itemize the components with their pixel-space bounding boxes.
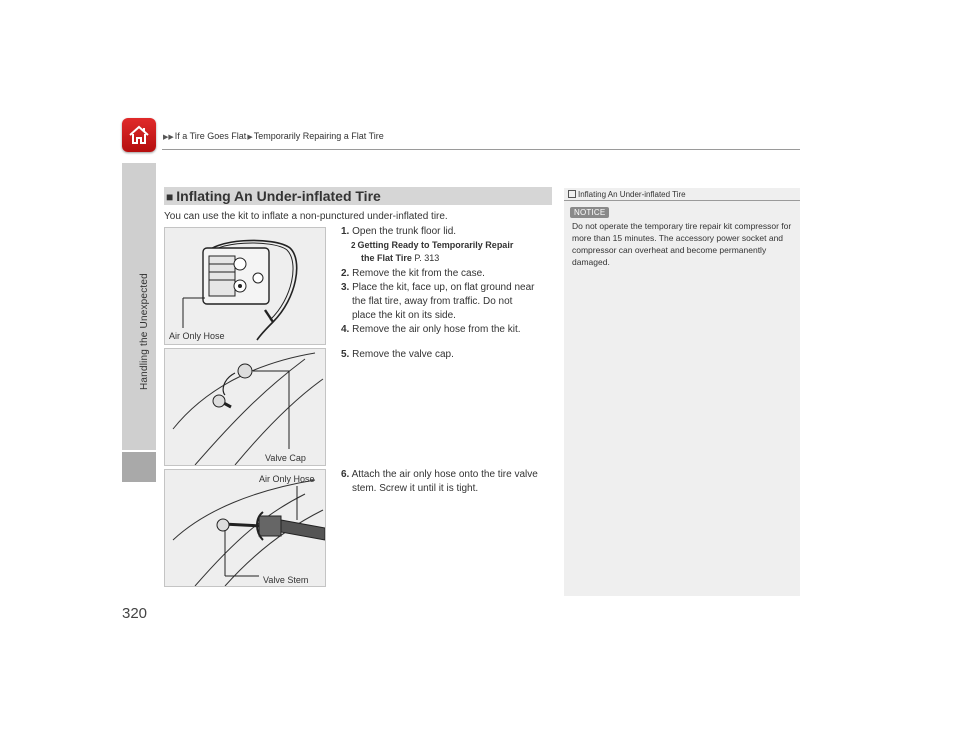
notice-badge: NOTICE xyxy=(570,207,609,218)
step-5: 5. Remove the valve cap. xyxy=(341,349,454,360)
breadcrumb-item-flat-tire[interactable]: If a Tire Goes Flat xyxy=(174,131,247,141)
section-heading: ■ Inflating An Under-inflated Tire xyxy=(164,187,552,205)
header-divider xyxy=(162,149,800,150)
chapter-tab-label: Handling the Unexpected xyxy=(139,273,150,390)
reference-arrow-icon: 2 xyxy=(351,241,356,250)
callout-air-only-hose: Air Only Hose xyxy=(169,331,225,341)
step-2: 2. Remove the kit from the case. xyxy=(341,268,485,279)
callout-air-only-hose: Air Only Hose xyxy=(259,474,315,484)
step-4: 4. Remove the air only hose from the kit. xyxy=(341,324,521,335)
breadcrumb-arrow-icon: ▶ xyxy=(247,134,253,141)
figure-valve-cap xyxy=(164,348,326,466)
home-button[interactable] xyxy=(122,118,156,152)
breadcrumb xyxy=(162,131,384,141)
square-bullet-icon: ■ xyxy=(166,190,174,204)
breadcrumb-item-repairing[interactable]: Temporarily Repairing a Flat Tire xyxy=(253,131,384,141)
home-icon xyxy=(127,123,151,147)
attach-hose-illustration xyxy=(165,470,325,586)
step-1: 1. Open the trunk floor lid. xyxy=(341,226,457,237)
page-number: 320 xyxy=(122,605,148,622)
note-divider xyxy=(564,200,800,201)
valve-cap-illustration xyxy=(165,349,325,465)
callout-valve-cap: Valve Cap xyxy=(265,453,306,463)
cross-reference-link[interactable]: 2 Getting Ready to Temporarily Repair the Flat Tire P. 313 xyxy=(351,240,514,263)
chapter-tab-marker xyxy=(122,452,156,482)
figure-attach-hose xyxy=(164,469,326,587)
intro-text: You can use the kit to inflate a non-punctured under-inflated tire. xyxy=(164,211,448,222)
note-title: Inflating An Under-inflated Tire xyxy=(568,190,686,199)
callout-valve-stem: Valve Stem xyxy=(263,575,309,585)
step-6: 6. Attach the air only hose onto the tire valve stem. Screw it until it is tight. xyxy=(341,469,538,494)
note-body: Do not operate the temporary tire repair kit compressor for more than 15 minutes. The accessory power socket and compressor can overheat and become permanently damaged. xyxy=(572,221,792,267)
figure-repair-kit xyxy=(164,227,326,345)
breadcrumb-arrow-icon: ▶▶ xyxy=(163,134,174,141)
repair-kit-illustration xyxy=(165,228,325,344)
step-3: 3. Place the kit, face up, on flat ground near the flat tire, away from traffic. Do not place the kit on its side. xyxy=(341,282,535,321)
note-reference-icon xyxy=(568,190,576,198)
